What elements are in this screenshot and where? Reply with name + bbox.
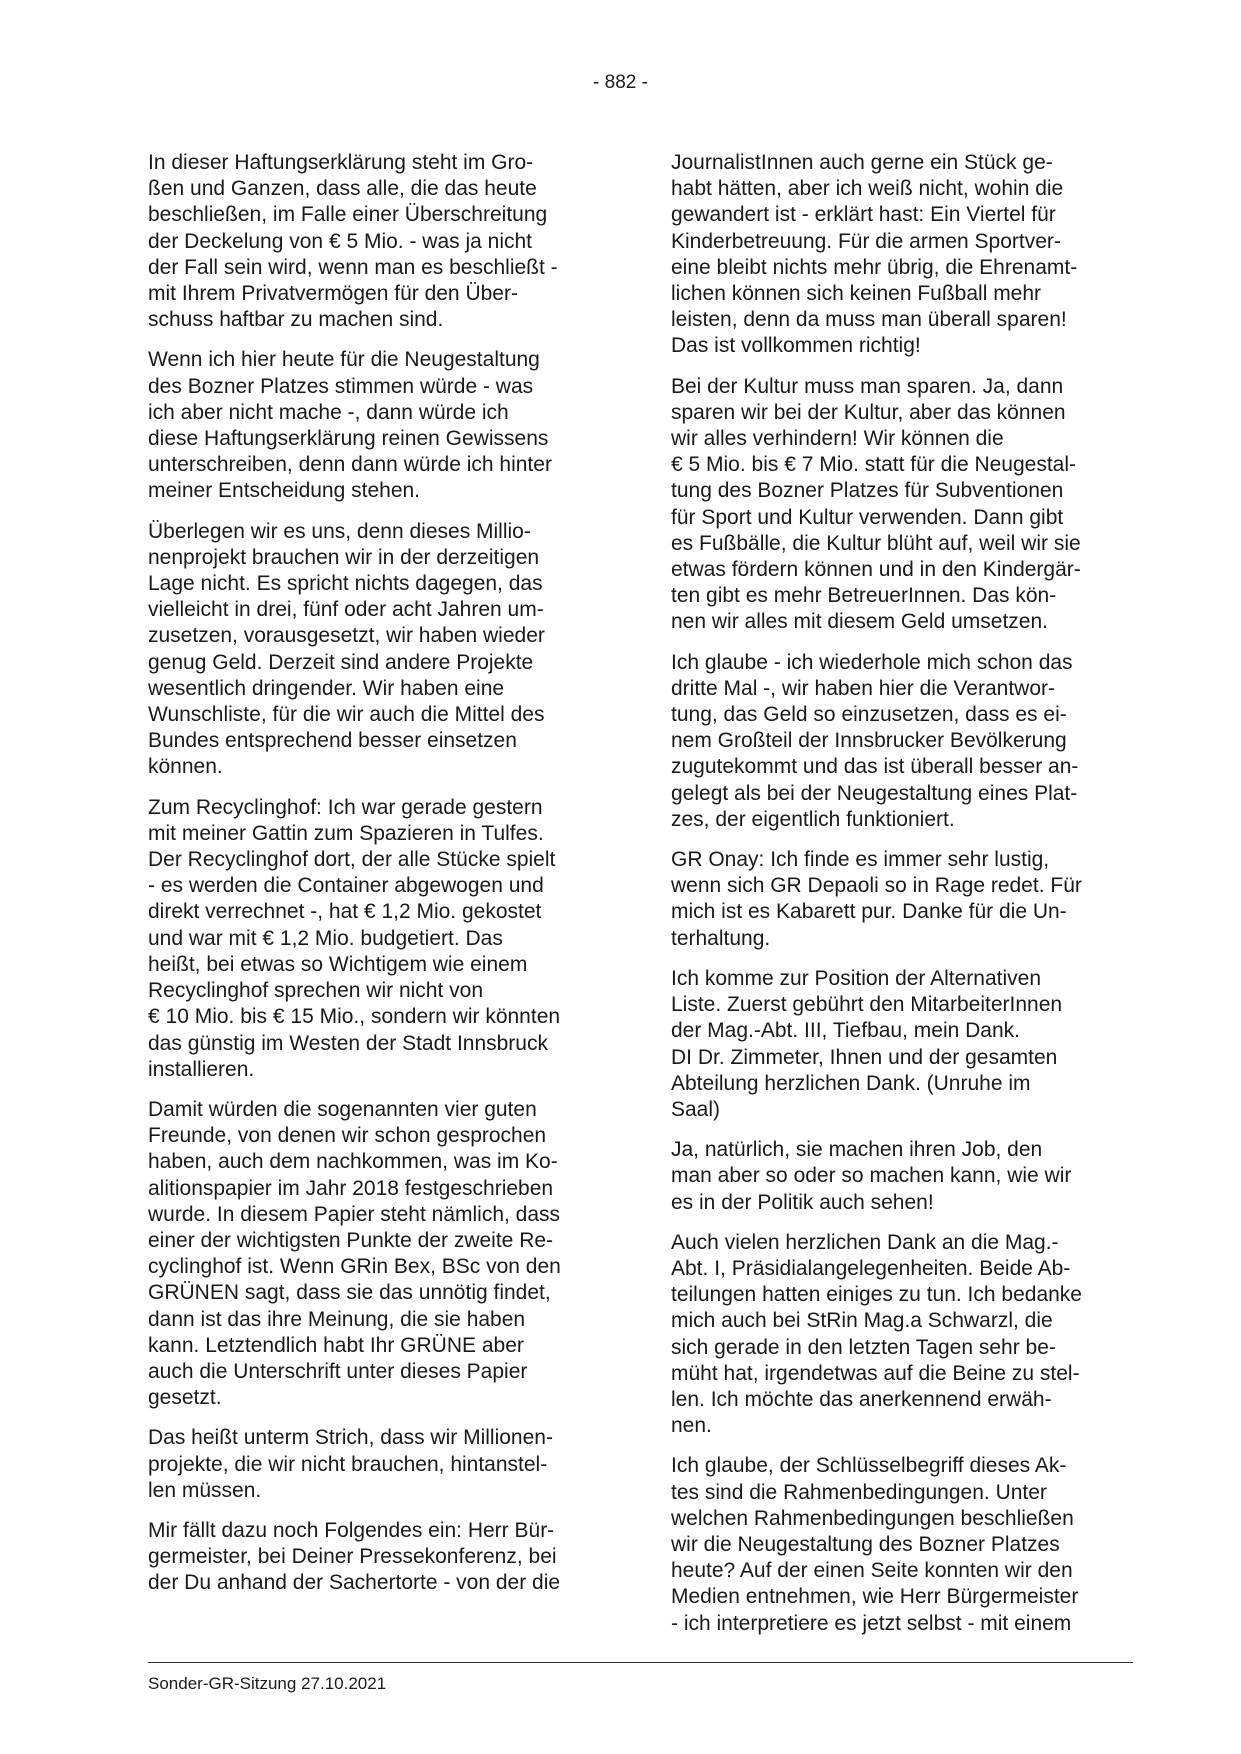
- text-line: das günstig im Westen der Stadt Innsbruck: [148, 1031, 548, 1055]
- text-line: einer der wichtigsten Punkte der zweite Re-: [148, 1228, 554, 1252]
- text-line: Abteilung herzlichen Dank. (Unruhe im: [671, 1071, 1031, 1095]
- text-line: heißt, bei etwas so Wichtigem wie einem: [148, 952, 528, 976]
- text-line: Ich komme zur Position der Alternativen: [671, 966, 1042, 990]
- right-text-column: [671, 150, 1133, 1651]
- text-line: Kinderbetreuung. Für die armen Sportver-: [671, 229, 1061, 253]
- text-line: Das heißt unterm Strich, dass wir Millionen-: [148, 1426, 553, 1450]
- text-line: Ich glaube - ich wiederhole mich schon das: [671, 650, 1073, 674]
- text-line: auch die Unterschrift unter dieses Papier: [148, 1359, 528, 1383]
- text-line: installieren.: [148, 1057, 255, 1081]
- text-line: leisten, denn da muss man überall sparen!: [671, 308, 1067, 332]
- text-line: alitionspapier im Jahr 2018 festgeschrieben: [148, 1176, 554, 1200]
- paragraph: [148, 150, 610, 333]
- text-line: Ich glaube, der Schlüsselbegriff dieses Ak-: [671, 1454, 1067, 1478]
- text-line: wesentlich dringender. Wir haben eine: [148, 676, 505, 700]
- text-line: schuss haftbar zu machen sind.: [148, 308, 444, 332]
- text-line: wenn sich GR Depaoli so in Rage redet. Für: [671, 874, 1082, 898]
- paragraph: [148, 347, 610, 504]
- text-line: müht hat, irgendetwas auf die Beine zu stel-: [671, 1361, 1080, 1385]
- text-line: Wunschliste, für die wir auch die Mittel des: [148, 703, 545, 727]
- text-line: nen.: [671, 1414, 712, 1438]
- paragraph: [148, 795, 610, 1083]
- text-line: nenprojekt brauchen wir in der derzeitigen: [148, 545, 540, 569]
- text-line: € 10 Mio. bis € 15 Mio., sondern wir könnten: [148, 1005, 561, 1029]
- text-line: haben, auch dem nachkommen, was im Ko-: [148, 1150, 558, 1174]
- text-line: wir die Neugestaltung des Bozner Platzes: [671, 1532, 1060, 1556]
- text-line: der Fall sein wird, wenn man es beschließt -: [148, 255, 558, 279]
- text-line: beschließen, im Falle einer Überschreitung: [148, 203, 548, 227]
- text-line: Ja, natürlich, sie machen ihren Job, den: [671, 1138, 1043, 1162]
- text-line: teilungen hatten einiges zu tun. Ich bedanke: [671, 1283, 1082, 1307]
- text-line: nem Großteil der Innsbrucker Bevölkerung: [671, 729, 1067, 753]
- text-line: len müssen.: [148, 1478, 262, 1502]
- text-line: GRÜNEN sagt, dass sie das unnötig findet,: [148, 1281, 551, 1305]
- text-line: Recyclinghof sprechen wir nicht von: [148, 979, 483, 1003]
- text-line: zes, der eigentlich funktioniert.: [671, 807, 955, 831]
- text-line: unterschreiben, denn dann würde ich hinter: [148, 453, 552, 477]
- text-line: habt hätten, aber ich weiß nicht, wohin die: [671, 177, 1064, 201]
- text-line: zusetzen, vorausgesetzt, wir haben wieder: [148, 624, 545, 648]
- text-line: ten gibt es mehr BetreuerInnen. Das kön-: [671, 584, 1057, 608]
- left-text-column: [148, 150, 610, 1611]
- text-line: germeister, bei Deiner Pressekonferenz, bei: [148, 1545, 557, 1569]
- text-line: es in der Politik auch sehen!: [671, 1190, 934, 1214]
- paragraph: [671, 847, 1133, 952]
- footer-divider: [148, 1662, 1133, 1663]
- text-line: Medien entnehmen, wie Herr Bürgermeister: [671, 1585, 1079, 1609]
- text-line: Das ist vollkommen richtig!: [671, 334, 921, 358]
- text-line: gesetzt.: [148, 1386, 222, 1410]
- text-line: meiner Entscheidung stehen.: [148, 479, 421, 503]
- paragraph: [671, 1453, 1133, 1636]
- text-line: eine bleibt nichts mehr übrig, die Ehrenamt-: [671, 255, 1078, 279]
- text-line: können.: [148, 755, 223, 779]
- text-line: wir alles verhindern! Wir können die: [671, 427, 1004, 451]
- text-line: Wenn ich hier heute für die Neugestaltung: [148, 348, 540, 372]
- text-line: der Deckelung von € 5 Mio. - was ja nicht: [148, 229, 533, 253]
- text-line: und war mit € 1,2 Mio. budgetiert. Das: [148, 926, 503, 950]
- paragraph: [671, 966, 1133, 1123]
- text-line: Zum Recyclinghof: Ich war gerade gestern: [148, 795, 543, 819]
- text-line: Mir fällt dazu noch Folgendes ein: Herr Bür-: [148, 1518, 555, 1542]
- text-line: genug Geld. Derzeit sind andere Projekte: [148, 650, 534, 674]
- text-line: zugutekommt und das ist überall besser an-: [671, 755, 1079, 779]
- text-line: für Sport und Kultur verwenden. Dann gibt: [671, 505, 1064, 529]
- text-line: Liste. Zuerst gebührt den MitarbeiterInnen: [671, 993, 1063, 1017]
- text-line: ich aber nicht mache -, dann würde ich: [148, 400, 509, 424]
- text-line: Saal): [671, 1097, 721, 1121]
- text-line: man aber so oder so machen kann, wie wir: [671, 1164, 1072, 1188]
- text-line: nen wir alles mit diesem Geld umsetzen.: [671, 610, 1048, 634]
- text-line: ßen und Ganzen, dass alle, die das heute: [148, 177, 537, 201]
- text-line: mich ist es Kabarett pur. Danke für die Un-: [671, 900, 1067, 924]
- page-number: - 882 -: [593, 72, 648, 93]
- text-line: mich auch bei StRin Mag.a Schwarzl, die: [671, 1309, 1053, 1333]
- text-line: gelegt als bei der Neugestaltung eines Plat-: [671, 781, 1078, 805]
- text-line: sparen wir bei der Kultur, aber das können: [671, 400, 1066, 424]
- text-line: Bundes entsprechend besser einsetzen: [148, 729, 517, 753]
- text-line: es Fußbälle, die Kultur blüht auf, weil wir sie: [671, 531, 1081, 555]
- text-line: Freunde, von denen wir schon gesprochen: [148, 1124, 547, 1148]
- text-line: der Mag.-Abt. III, Tiefbau, mein Dank.: [671, 1019, 1020, 1043]
- text-line: DI Dr. Zimmeter, Ihnen und der gesamten: [671, 1045, 1058, 1069]
- text-line: len. Ich möchte das anerkennend erwäh-: [671, 1387, 1052, 1411]
- text-line: kann. Letztendlich habt Ihr GRÜNE aber: [148, 1333, 524, 1357]
- text-line: des Bozner Platzes stimmen würde - was: [148, 374, 534, 398]
- footer-session-label: Sonder-GR-Sitzung 27.10.2021: [148, 1674, 387, 1693]
- text-line: Abt. I, Präsidialangelegenheiten. Beide Ab-: [671, 1256, 1071, 1280]
- paragraph: [148, 1518, 610, 1597]
- text-line: tung, das Geld so einzusetzen, dass es ei-: [671, 703, 1067, 727]
- text-line: diese Haftungserklärung reinen Gewissens: [148, 427, 549, 451]
- text-line: vielleicht in drei, fünf oder acht Jahren um-: [148, 598, 544, 622]
- text-line: Lage nicht. Es spricht nichts dagegen, das: [148, 572, 543, 596]
- text-line: direkt verrechnet -, hat € 1,2 Mio. gekostet: [148, 900, 542, 924]
- text-line: - es werden die Container abgewogen und: [148, 874, 544, 898]
- paragraph: [671, 650, 1133, 833]
- paragraph: [671, 1137, 1133, 1216]
- text-line: GR Onay: Ich finde es immer sehr lustig,: [671, 848, 1050, 872]
- text-line: tes sind die Rahmenbedingungen. Unter: [671, 1480, 1047, 1504]
- text-line: sich gerade in den letzten Tagen sehr be-: [671, 1335, 1056, 1359]
- text-line: mit Ihrem Privatvermögen für den Über-: [148, 282, 518, 306]
- text-line: heute? Auf der einen Seite konnten wir den: [671, 1559, 1073, 1583]
- text-line: Auch vielen herzlichen Dank an die Mag.-: [671, 1230, 1059, 1254]
- text-line: Damit würden die sogenannten vier guten: [148, 1097, 537, 1121]
- text-line: dritte Mal -, wir haben hier die Verantwor-: [671, 676, 1055, 700]
- text-line: dann ist das ihre Meinung, die sie haben: [148, 1307, 526, 1331]
- text-line: cyclinghof ist. Wenn GRin Bex, BSc von den: [148, 1255, 561, 1279]
- text-line: der Du anhand der Sachertorte - von der die: [148, 1571, 561, 1595]
- text-line: gewandert ist - erklärt hast: Ein Viertel für: [671, 203, 1056, 227]
- text-line: wurde. In diesem Papier steht nämlich, dass: [148, 1202, 561, 1226]
- text-line: Bei der Kultur muss man sparen. Ja, dann: [671, 374, 1064, 398]
- text-line: Überlegen wir es uns, denn dieses Millio-: [148, 519, 531, 543]
- text-line: - ich interpretiere es jetzt selbst - mit einem: [671, 1611, 1072, 1635]
- text-line: € 5 Mio. bis € 7 Mio. statt für die Neugestal-: [671, 453, 1077, 477]
- text-line: tung des Bozner Platzes für Subventionen: [671, 479, 1064, 503]
- text-line: Der Recyclinghof dort, der alle Stücke spielt: [148, 848, 556, 872]
- paragraph: [671, 1230, 1133, 1440]
- text-line: projekte, die wir nicht brauchen, hintanstel-: [148, 1452, 548, 1476]
- paragraph: [148, 1097, 610, 1411]
- paragraph: [671, 150, 1133, 360]
- text-line: lichen können sich keinen Fußball mehr: [671, 282, 1042, 306]
- paragraph: [148, 1425, 610, 1504]
- text-line: welchen Rahmenbedingungen beschließen: [671, 1506, 1074, 1530]
- text-line: mit meiner Gattin zum Spazieren in Tulfes.: [148, 821, 544, 845]
- text-line: etwas fördern können und in den Kindergär-: [671, 558, 1081, 582]
- paragraph: [671, 374, 1133, 636]
- text-line: JournalistInnen auch gerne ein Stück ge-: [671, 151, 1053, 174]
- text-line: In dieser Haftungserklärung steht im Gro-: [148, 151, 534, 174]
- paragraph: [148, 519, 610, 781]
- text-line: terhaltung.: [671, 926, 771, 950]
